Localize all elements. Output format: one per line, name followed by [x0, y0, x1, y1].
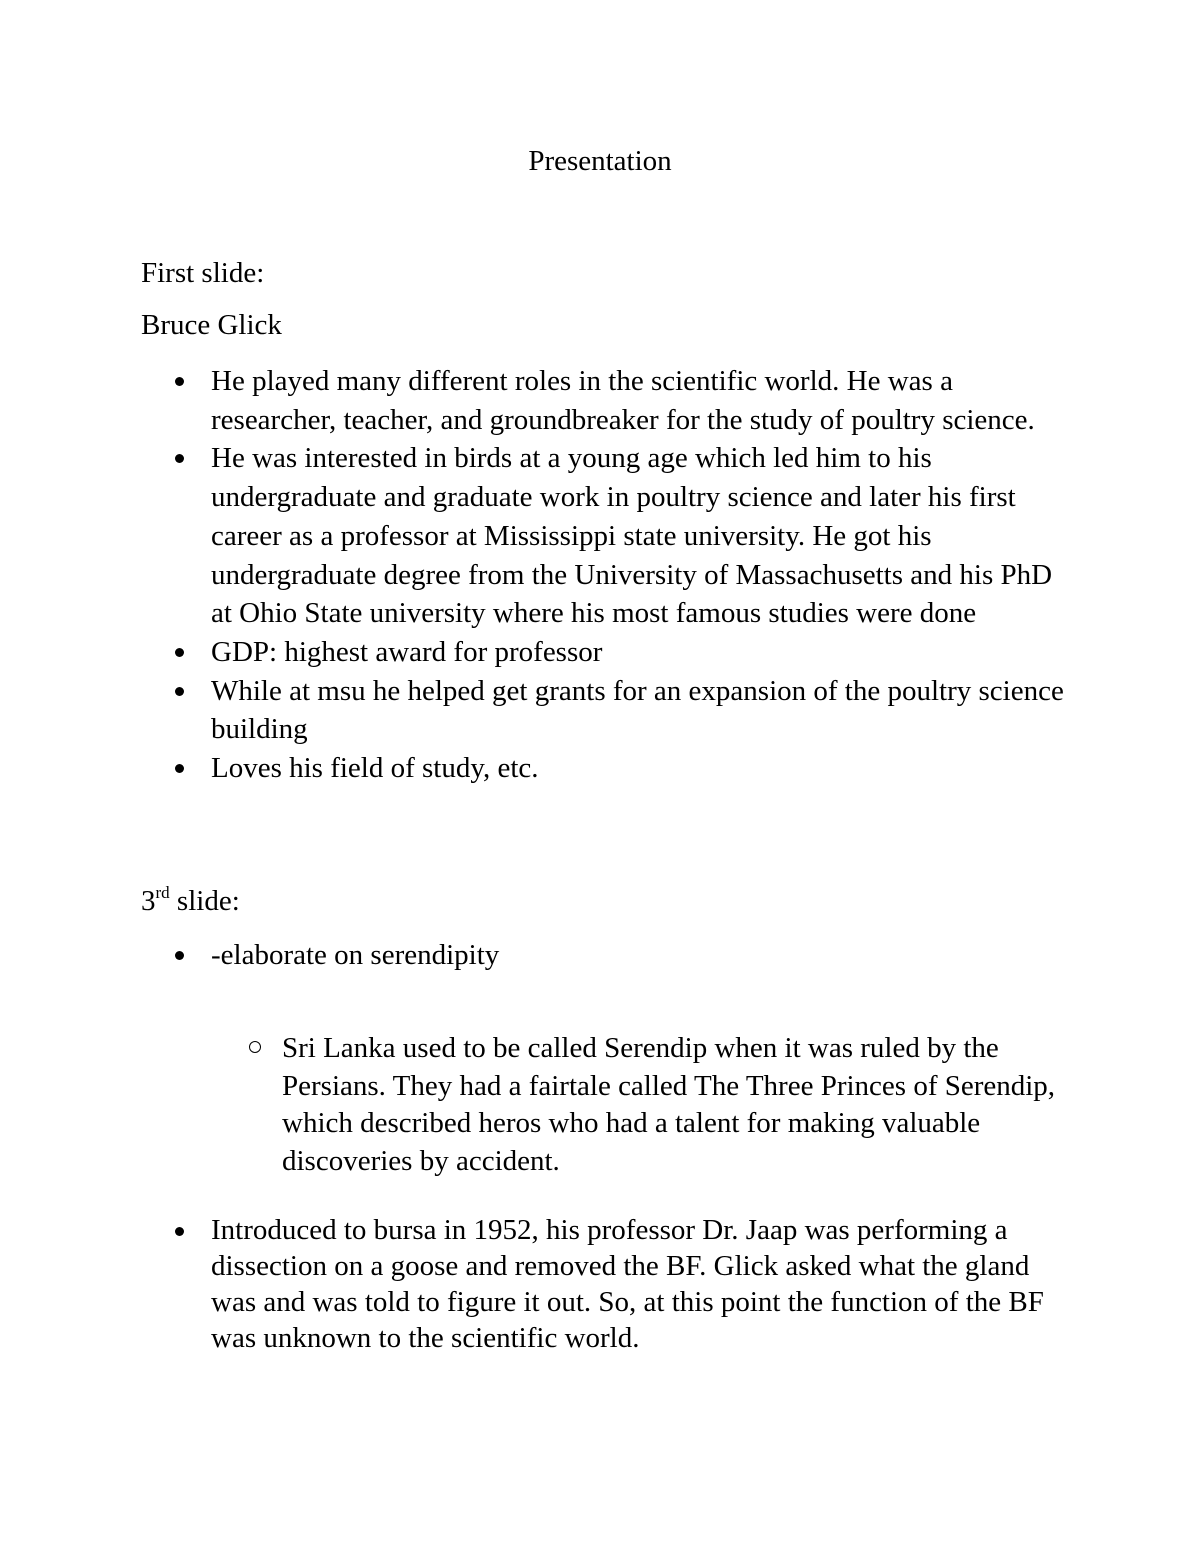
list-item-text: -elaborate on serendipity — [211, 939, 500, 971]
list-item — [0, 633, 1071, 672]
list-item-text: He played many different roles in the scientific world. He was a researcher, teacher, and groundbreaker for the study of poultry science. — [211, 365, 1035, 436]
list-item — [0, 749, 1071, 788]
bullet-icon — [175, 648, 184, 657]
list-item — [0, 1212, 1071, 1356]
list-item-text: GDP: highest award for professor — [211, 635, 603, 668]
list-item-text: Sri Lanka used to be called Serendip when it was ruled by the Persians. They had a fairtale called The Three Princes of Serendip, which described heros who had a talent for making valuable discoveries by accident. — [282, 1032, 1056, 1177]
list-item-text: Introduced to bursa in 1952, his professor Dr. Jaap was performing a dissection on a goose and removed the BF. Glick asked what the gland was and was told to figure it out. So, at this point the function of the BF was unknown to the scientific world. — [211, 1214, 1044, 1354]
ordinal-suffix: rd — [155, 883, 170, 902]
list-item-text: While at msu he helped get grants for an expansion of the poultry science building — [211, 674, 1064, 746]
bullet-icon — [175, 764, 184, 773]
bullet-icon — [175, 951, 184, 960]
sub-bullet-list — [0, 1030, 1072, 1180]
third-slide-heading — [141, 882, 240, 920]
list-item-text: He was interested in birds at a young age which led him to his undergraduate and graduate work in poultry science and later his first career as a professor at Mississippi state university. He got his undergraduate degree from the University of Massachusetts and his PhD at Ohio State university where his most famous studies were done — [211, 442, 1053, 630]
page-title: Presentation — [528, 145, 672, 177]
list-item — [0, 362, 1071, 439]
list-item — [0, 1030, 1072, 1180]
person-name-heading: Bruce Glick — [141, 309, 282, 341]
hollow-bullet-icon — [249, 1041, 261, 1053]
bullet-icon — [175, 454, 184, 463]
list-item — [0, 439, 1071, 633]
list-item-text: Loves his field of study, etc. — [211, 752, 539, 785]
list-item — [0, 936, 1071, 975]
first-slide-bullet-list — [0, 362, 1200, 788]
bullet-icon — [175, 1227, 184, 1236]
third-slide-bullet-list-continued — [0, 1212, 1200, 1356]
bullet-icon — [175, 377, 184, 386]
heading-text: slide: — [169, 885, 240, 917]
third-slide-bullet-list — [0, 936, 1200, 975]
bullet-icon — [175, 687, 184, 696]
heading-number: 3 — [141, 885, 156, 917]
list-item — [0, 672, 1071, 749]
first-slide-heading: First slide: — [141, 257, 265, 289]
